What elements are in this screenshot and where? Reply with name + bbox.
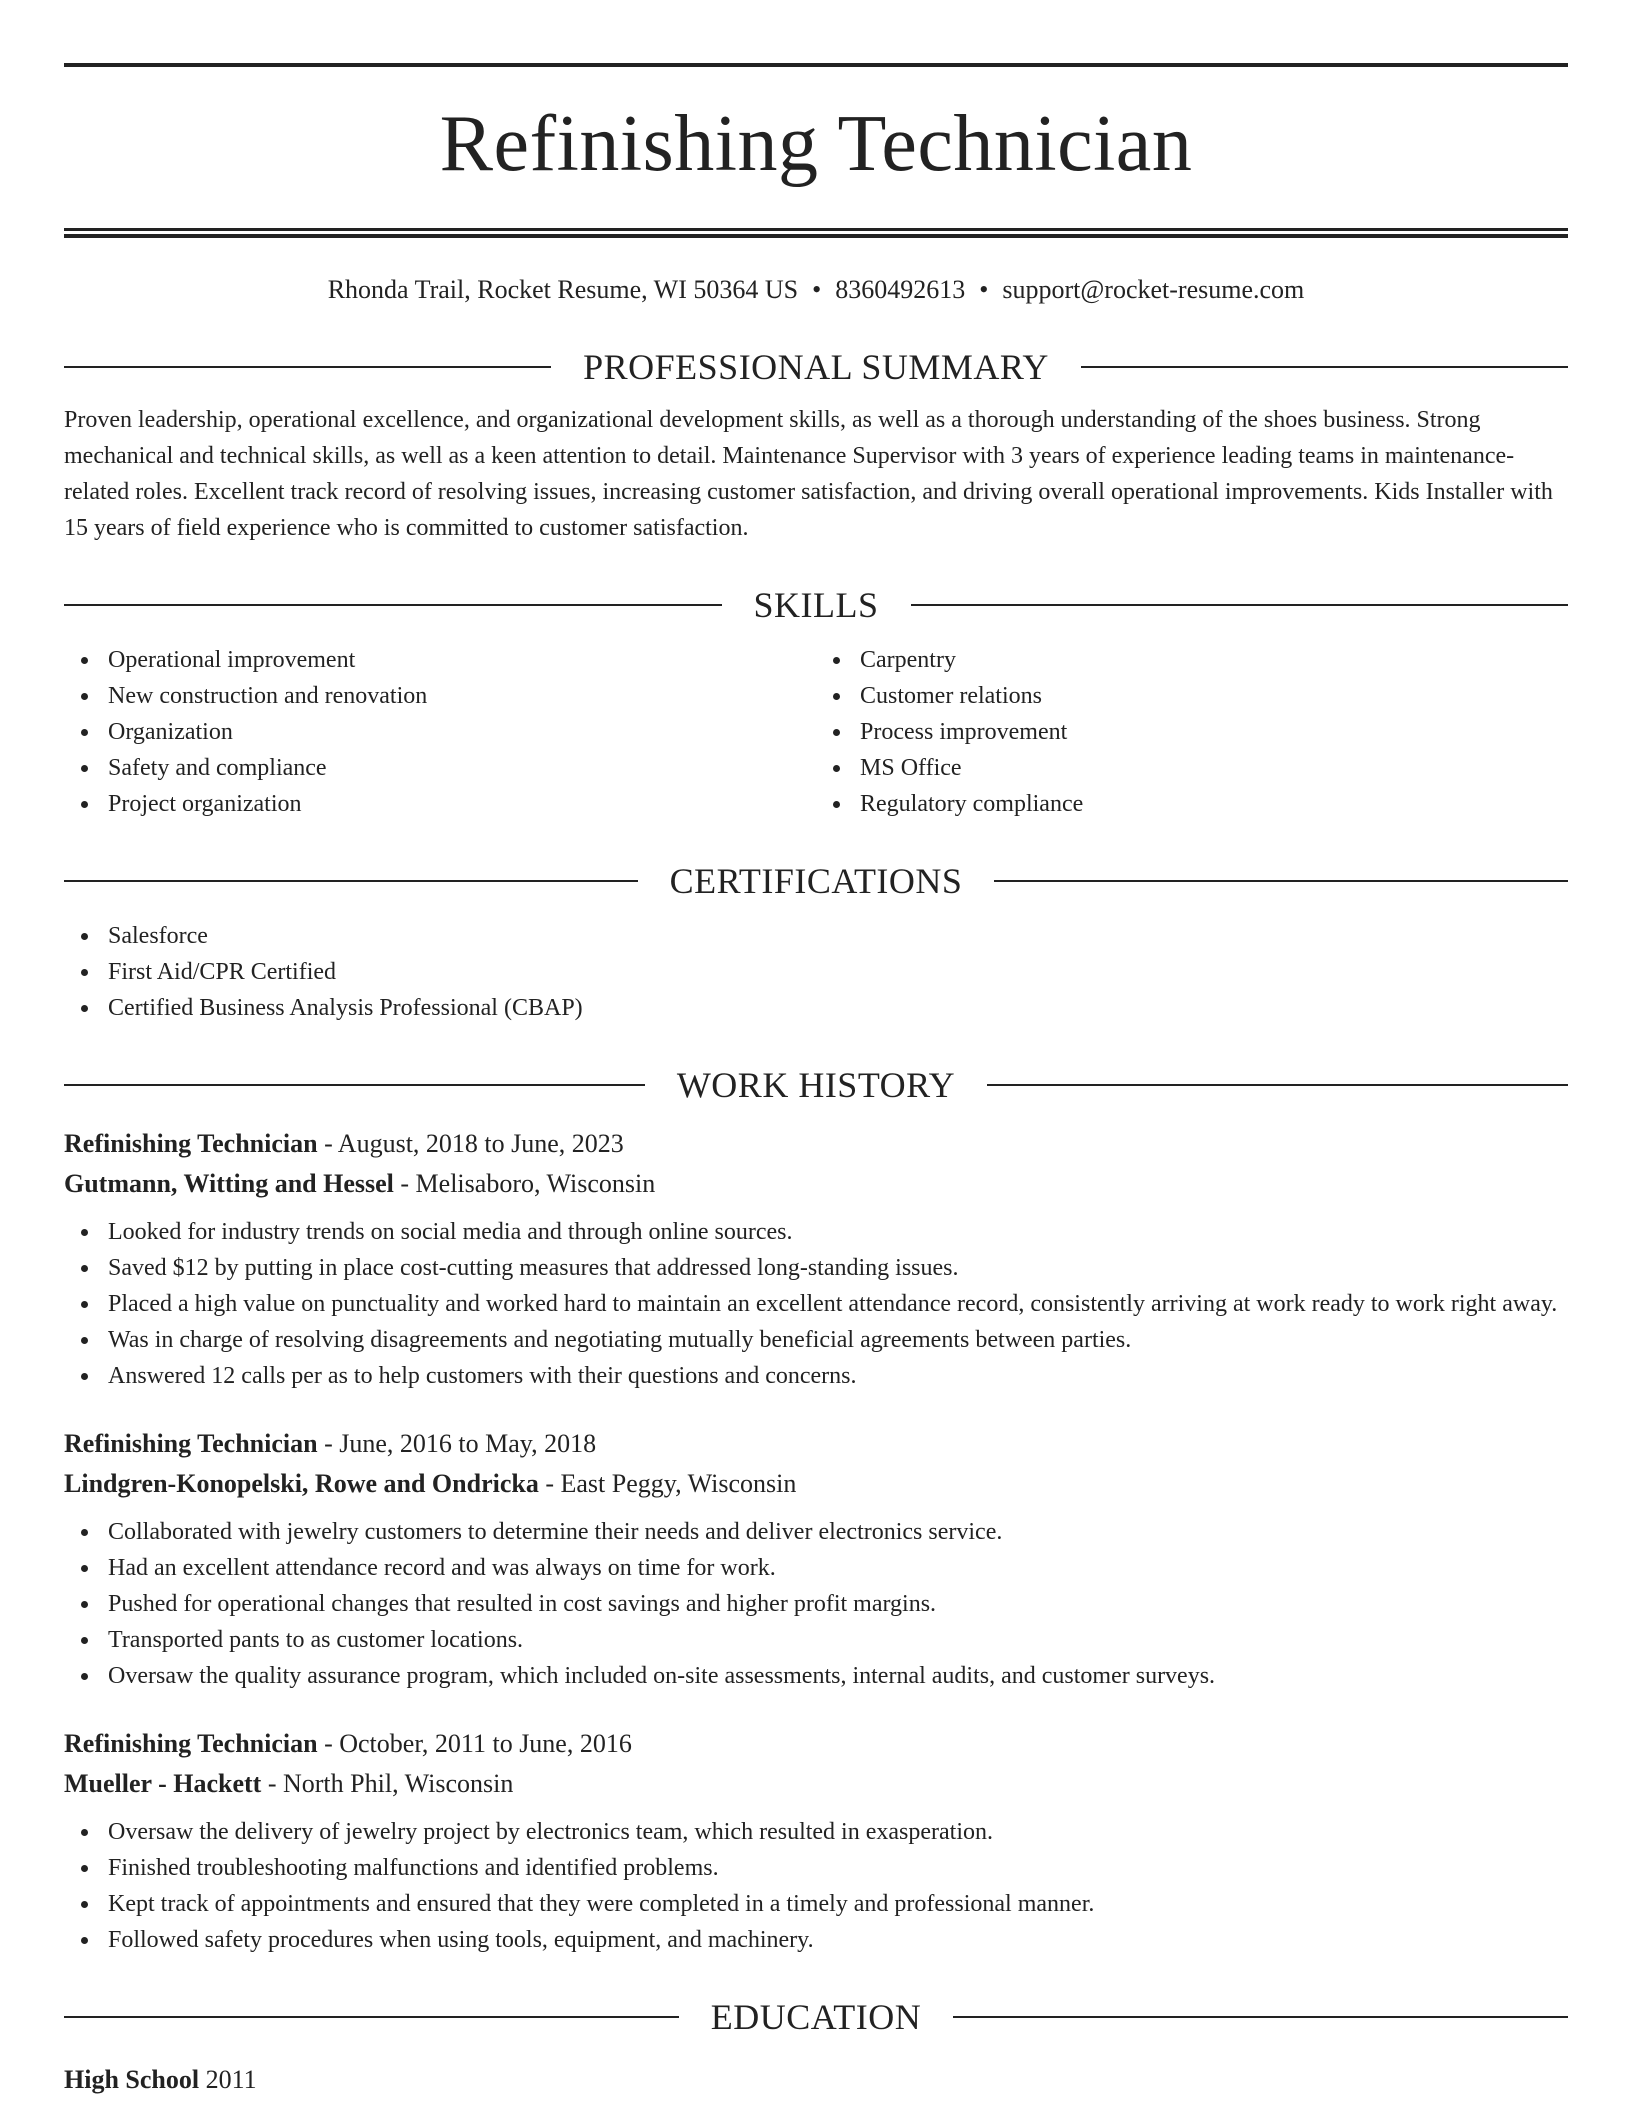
job-bullets [64,1214,1568,1394]
summary-text: Proven leadership, operational excellence, and organizational development skills, as well as a thorough understanding of the shoes business. Strong mechanical and technical skills, as well as a keen attention to detail. Maintenance Supervisor with 3 years of experience leading teams in maintenance-related roles. Excellent track record of resolving issues, increasing customer satisfaction, and driving overall operational improvements. Kids Installer with 15 years of field experience who is committed to customer satisfaction. [64,407,1553,541]
top-rule [64,63,1568,67]
work-history-heading [64,1060,1568,1110]
skill-item: Operational improvement [64,642,816,678]
job-title: Refinishing Technician [64,1729,318,1758]
job-company-line [64,1764,1568,1804]
education-date: 2011 [199,2065,257,2094]
skill-item: Customer relations [816,678,1568,714]
summary-heading-title: PROFESSIONAL SUMMARY [583,347,1049,387]
certification-item: Certified Business Analysis Professional (CBAP) [64,990,1568,1026]
work-history-heading-title: WORK HISTORY [676,1065,956,1105]
job-dates: - August, 2018 to June, 2023 [317,1129,624,1158]
job-entry [64,1124,1568,1394]
job-bullet: Looked for industry trends on social media and through online sources. [64,1214,1568,1250]
education-heading [64,1992,1568,2042]
contact-email: support@rocket-resume.com [1002,275,1305,304]
certifications-heading [64,856,1568,906]
job-bullet: Answered 12 calls per as to help customers with their questions and concerns. [64,1358,1568,1394]
job-bullets [64,1514,1568,1694]
job-bullet: Followed safety procedures when using tools, equipment, and machinery. [64,1922,1568,1958]
certification-item: First Aid/CPR Certified [64,954,1568,990]
contact-phone: 8360492613 [835,275,966,304]
education-title: High School [64,2065,200,2094]
skill-item: New construction and renovation [64,678,816,714]
heading-rule [1081,366,1568,368]
job-location: - East Peggy, Wisconsin [538,1469,797,1498]
heading-rule [994,880,1568,882]
skills-right-list [816,642,1568,822]
skill-item: Safety and compliance [64,750,816,786]
heading-rule [64,604,722,606]
certifications-list [64,918,1568,1026]
job-entry [64,1724,1568,1958]
skill-item: Carpentry [816,642,1568,678]
skill-item: MS Office [816,750,1568,786]
job-bullet: Oversaw the quality assurance program, which included on-site assessments, internal audits, and customer surveys. [64,1658,1568,1694]
job-company: Mueller - Hackett [64,1769,262,1798]
skill-item: Process improvement [816,714,1568,750]
contact-address: Rhonda Trail, Rocket Resume, WI 50364 US [327,275,799,304]
job-bullets [64,1814,1568,1958]
job-title: Refinishing Technician [64,1129,318,1158]
heading-rule [911,604,1569,606]
job-title: Refinishing Technician [64,1429,318,1458]
job-bullet: Saved $12 by putting in place cost-cutting measures that addressed long-standing issues. [64,1250,1568,1286]
skill-item: Organization [64,714,816,750]
education-heading-title: EDUCATION [710,1997,922,2037]
job-company: Lindgren-Konopelski, Rowe and Ondricka [64,1469,539,1498]
job-bullet: Had an excellent attendance record and was always on time for work. [64,1550,1568,1586]
job-bullet: Placed a high value on punctuality and worked hard to maintain an excellent attendance record, consistently arriving at work ready to work right away. [64,1286,1568,1322]
certifications-heading-title: CERTIFICATIONS [669,861,963,901]
skills-columns [64,642,1568,822]
skill-item: Project organization [64,786,816,822]
heading-rule [64,366,551,368]
job-bullet: Pushed for operational changes that resulted in cost savings and higher profit margins. [64,1586,1568,1622]
heading-rule [64,2016,679,2018]
job-bullet: Was in charge of resolving disagreements and negotiating mutually beneficial agreements between parties. [64,1322,1568,1358]
resume-name: Refinishing Technician [439,100,1193,188]
job-entry [64,1424,1568,1694]
contact-separator: • [979,275,989,304]
skill-item: Regulatory compliance [816,786,1568,822]
skills-left-list [64,642,816,822]
job-bullet: Transported pants to as customer locations. [64,1622,1568,1658]
job-dates: - October, 2011 to June, 2016 [317,1729,632,1758]
skills-heading [64,580,1568,630]
job-title-line [64,1724,1568,1764]
job-company: Gutmann, Witting and Hessel [64,1169,394,1198]
job-location: - Melisaboro, Wisconsin [393,1169,656,1198]
job-bullet: Collaborated with jewelry customers to determine their needs and deliver electronics service. [64,1514,1568,1550]
skills-heading-title: SKILLS [753,585,879,625]
job-title-line [64,1424,1568,1464]
summary-heading [64,342,1568,392]
heading-rule [987,1084,1568,1086]
contact-line [64,272,1568,308]
job-dates: - June, 2016 to May, 2018 [317,1429,597,1458]
certification-item: Salesforce [64,918,1568,954]
job-bullet: Kept track of appointments and ensured that they were completed in a timely and professional manner. [64,1886,1568,1922]
education-entry [64,2060,1568,2100]
job-bullet: Finished troubleshooting malfunctions and identified problems. [64,1850,1568,1886]
heading-rule [64,1084,645,1086]
job-bullet: Oversaw the delivery of jewelry project by electronics team, which resulted in exasperation. [64,1814,1568,1850]
job-location: - North Phil, Wisconsin [261,1769,514,1798]
contact-separator: • [812,275,822,304]
job-company-line [64,1164,1568,1204]
name-double-rule [64,228,1568,238]
heading-rule [953,2016,1568,2018]
job-company-line [64,1464,1568,1504]
job-title-line [64,1124,1568,1164]
heading-rule [64,880,638,882]
